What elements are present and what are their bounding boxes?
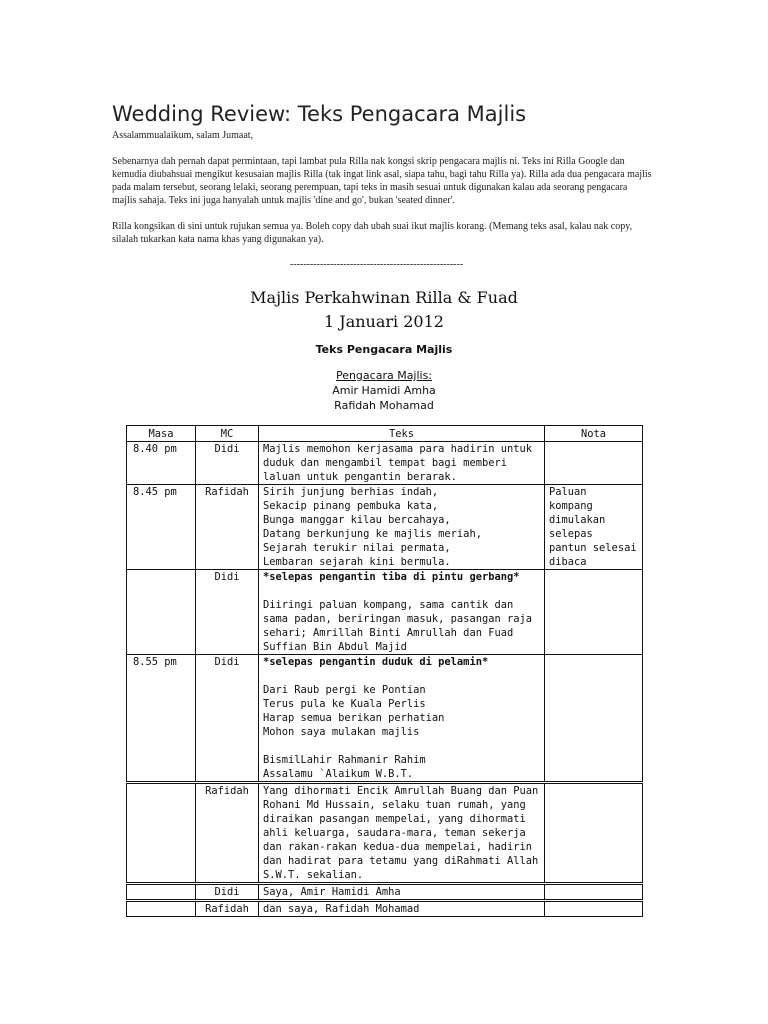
page-title: Wedding Review: Teks Pengacara Majlis	[112, 102, 527, 126]
row-time: 8.40 pm	[127, 442, 196, 485]
row-note	[545, 442, 643, 485]
row-text: Majlis memohon kerjasama para hadirin untuk duduk dan mengambil tempat bagi memberi laluan untuk pengantin berarak.	[259, 442, 545, 485]
row-text: Sirih junjung berhias indah, Sekacip pinang pembuka kata, Bunga manggar kilau bercahaya, Datang berkunjung ke majlis meriah, Sejarah terukir nilai permata, Lembaran sejarah kini bermula.	[259, 485, 545, 570]
table-row	[127, 485, 643, 570]
table-row	[127, 783, 643, 884]
row-note	[545, 901, 643, 917]
table-row	[127, 570, 643, 655]
row-time	[127, 783, 196, 884]
row-text: *selepas pengantin tiba di pintu gerbang* Diiringi paluan kompang, sama cantik dan sama padan, beriringan masuk, pasangan raja sehari; Amrillah Binti Amrullah dan Fuad Suffian Bin Abdul Majid	[259, 570, 545, 655]
document-subtitle: Teks Pengacara Majlis	[315, 343, 453, 356]
row-note	[545, 783, 643, 884]
mc-name-1: Amir Hamidi Amha	[332, 384, 436, 397]
row-text: Yang dihormati Encik Amrullah Buang dan Puan Rohani Md Hussain, selaku tuan rumah, yang diraikan pasangan mempelai, yang dihormati ahli keluarga, saudara-mara, teman sekerja dan rakan-rakan kedua-dua mempelai, hadirin dan hadirat para tetamu yang diRahmati Allah S.W.T. sekalian.	[259, 783, 545, 884]
table-row	[127, 442, 643, 485]
row-note	[545, 884, 643, 901]
table-row	[127, 884, 643, 901]
row-text: *selepas pengantin duduk di pelamin* Dari Raub pergi ke Pontian Terus pula ke Kuala Perlis Harap semua berikan perhatian Mohon saya mulakan majlis BismilLahir Rahmanir Rahim Assalamu `Alaikum W.B.T.	[259, 655, 545, 783]
greeting-text: Assalammualaikum, salam Jumaat,	[112, 130, 254, 141]
row-time: 8.55 pm	[127, 655, 196, 783]
row-mc: Rafidah	[196, 485, 259, 570]
table-row	[127, 901, 643, 917]
row-note	[545, 655, 643, 783]
row-note	[545, 570, 643, 655]
section-divider: ----------------------------------------------------	[290, 259, 464, 270]
mc-name-2: Rafidah Mohamad	[334, 399, 434, 412]
schedule-table	[126, 425, 643, 917]
header-masa: Masa	[127, 426, 196, 442]
row-text: dan saya, Rafidah Mohamad	[259, 901, 545, 917]
row-mc: Didi	[196, 884, 259, 901]
row-mc: Rafidah	[196, 783, 259, 884]
wedding-date: 1 Januari 2012	[324, 312, 444, 331]
intro-paragraph: Sebenarnya dah pernah dapat permintaan, tapi lambat pula Rilla nak kongsi skrip pengacara majlis ni. Teks ini Rilla Google dan kemudia diubahsuai mengikut kesusaian majlis Rilla (tak ingat link asal, siapa tahu, bagi tahu Rilla ya). Rilla ada dua pengacara majlis pada malam tersebut, seorang lelaki, seorang perempuan, tapi teks in masih sesuai untuk digunakan kalau ada seorang pengacara majlis sahaja. Teks ini juga hanyalah untuk majlis 'dine and go', bukan 'seated dinner'.	[112, 156, 652, 206]
share-paragraph: Rilla kongsikan di sini untuk rujukan semua ya. Boleh copy dah ubah suai ikut majlis korang. (Memang teks asal, kalau nak copy, silalah tukarkan kata nama khas yang digunakan ya).	[112, 221, 633, 245]
header-teks: Teks	[259, 426, 545, 442]
row-mc: Didi	[196, 655, 259, 783]
row-mc: Didi	[196, 570, 259, 655]
table-row	[127, 655, 643, 783]
row-note: Paluan kompang dimulakan selepas pantun selesai dibaca	[545, 485, 643, 570]
row-time	[127, 570, 196, 655]
row-text: Saya, Amir Hamidi Amha	[259, 884, 545, 901]
header-nota: Nota	[545, 426, 643, 442]
row-mc: Didi	[196, 442, 259, 485]
row-mc: Rafidah	[196, 901, 259, 917]
wedding-heading: Majlis Perkahwinan Rilla & Fuad	[250, 288, 518, 307]
header-mc: MC	[196, 426, 259, 442]
row-time: 8.45 pm	[127, 485, 196, 570]
row-time	[127, 901, 196, 917]
mc-label: Pengacara Majlis:	[335, 369, 433, 382]
table-header-row	[127, 426, 643, 442]
row-time	[127, 884, 196, 901]
